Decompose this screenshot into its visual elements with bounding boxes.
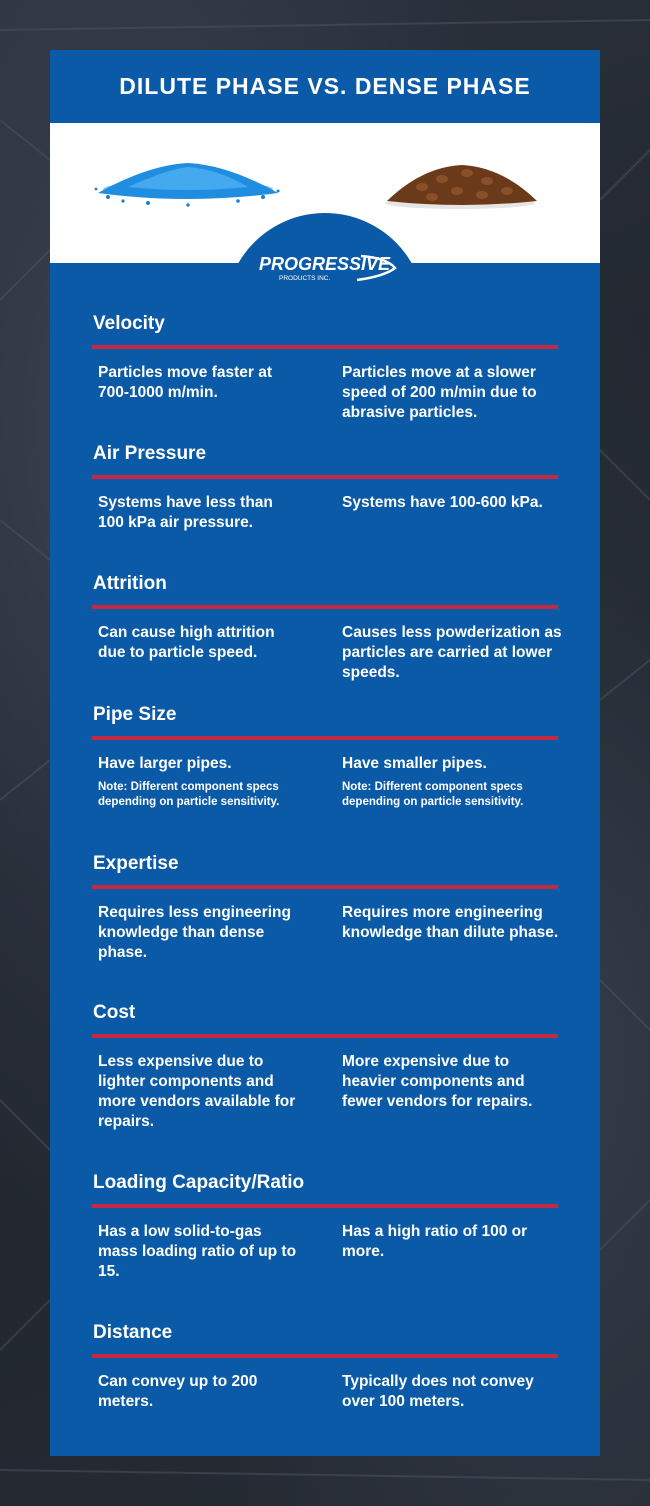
section-pipe-size <box>93 703 557 808</box>
section-cost <box>93 1001 557 1130</box>
section-divider <box>92 475 558 479</box>
dense-note: Note: Different component specs depending on particle sensitivity. <box>342 781 524 808</box>
dilute-column <box>98 754 303 809</box>
section-divider <box>92 1204 558 1208</box>
dilute-text: Have larger pipes. <box>98 755 232 772</box>
dilute-note: Note: Different component specs depending on particle sensitivity. <box>98 781 280 808</box>
photo-strip <box>50 123 600 282</box>
blue-pellets-image <box>88 161 288 231</box>
dilute-text: Can cause high attrition due to particle speed. <box>98 624 275 661</box>
section-loading-capacity <box>93 1171 557 1280</box>
dense-text: Systems have 100-600 kPa. <box>342 494 543 511</box>
section-distance <box>93 1321 557 1410</box>
brown-kibble-image <box>382 161 542 231</box>
section-title: Cost <box>93 1002 136 1023</box>
section-attrition <box>93 572 562 681</box>
dense-text: Particles move at a slower speed of 200 m/min due to abrasive particles. <box>342 364 537 421</box>
section-expertise <box>93 852 559 961</box>
dilute-text: Has a low solid-to-gas mass loading ratio of up to 15. <box>98 1223 297 1280</box>
section-air-pressure <box>93 442 557 531</box>
dense-text: Causes less powderization as particles are carried at lower speeds. <box>342 624 562 681</box>
dense-text: More expensive due to heavier components and fewer vendors for repairs. <box>342 1053 533 1110</box>
dilute-text: Requires less engineering knowledge than dense phase. <box>98 904 291 961</box>
dense-text: Have smaller pipes. <box>342 755 487 772</box>
section-divider <box>92 605 558 609</box>
section-velocity <box>93 312 557 421</box>
section-title: Velocity <box>93 313 165 334</box>
dilute-text: Systems have less than 100 kPa air pressure. <box>98 494 273 531</box>
progressive-logo <box>257 250 397 286</box>
dilute-text: Can convey up to 200 meters. <box>98 1373 258 1410</box>
section-title: Pipe Size <box>93 704 177 725</box>
section-divider <box>92 736 558 740</box>
section-divider <box>92 885 558 889</box>
section-divider <box>92 1034 558 1038</box>
dilute-text: Less expensive due to lighter components and more vendors available for repairs. <box>98 1053 296 1130</box>
section-title: Expertise <box>93 853 179 874</box>
section-divider <box>92 1354 558 1358</box>
section-title: Attrition <box>93 573 167 594</box>
dense-text: Typically does not convey over 100 meters. <box>342 1373 534 1410</box>
dense-column <box>342 754 562 809</box>
infographic-panel <box>50 50 600 1456</box>
section-title: Loading Capacity/Ratio <box>93 1172 305 1193</box>
section-title: Distance <box>93 1322 173 1343</box>
dense-text: Has a high ratio of 100 or more. <box>342 1223 528 1260</box>
section-title: Air Pressure <box>93 443 207 464</box>
section-divider <box>92 345 558 349</box>
logo-subtext: PRODUCTS INC. <box>279 275 331 282</box>
page-title: DILUTE PHASE VS. DENSE PHASE <box>119 73 531 99</box>
logo-text: PROGRESSIVE <box>259 254 391 274</box>
dilute-text: Particles move faster at 700-1000 m/min. <box>98 364 273 401</box>
dense-text: Requires more engineering knowledge than dilute phase. <box>342 904 559 941</box>
